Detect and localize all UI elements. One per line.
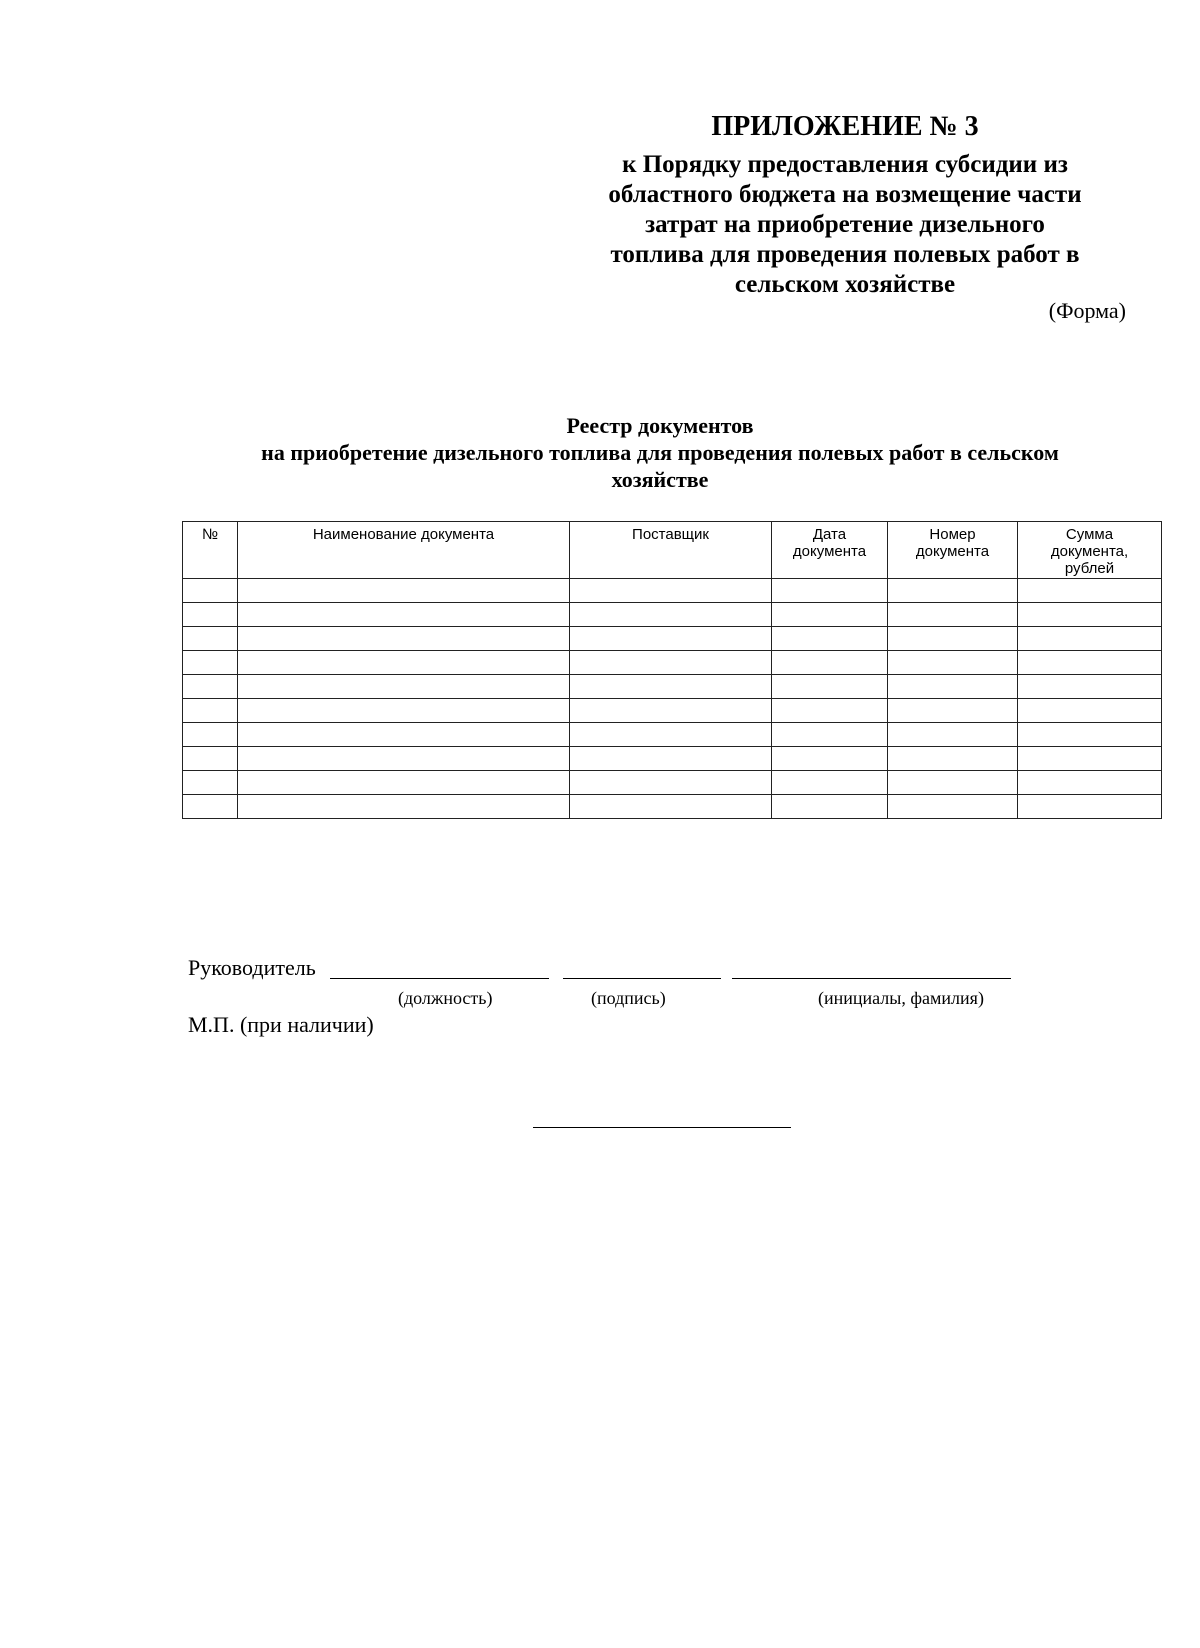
table-cell[interactable] xyxy=(570,675,772,699)
table-cell[interactable] xyxy=(888,795,1018,819)
appendix-body xyxy=(540,150,1150,300)
table-cell[interactable] xyxy=(183,579,238,603)
table-cell[interactable] xyxy=(772,723,888,747)
registry-title xyxy=(200,412,1120,493)
appendix-line: затрат на приобретение дизельного xyxy=(645,211,1045,238)
table-cell[interactable] xyxy=(570,627,772,651)
registry-title-line: хозяйстве xyxy=(611,467,709,492)
table-cell[interactable] xyxy=(888,627,1018,651)
table-cell[interactable] xyxy=(570,747,772,771)
table-cell[interactable] xyxy=(238,795,570,819)
table-row xyxy=(183,579,1162,603)
column-header-number: № xyxy=(183,522,238,579)
table-cell[interactable] xyxy=(888,651,1018,675)
table-cell[interactable] xyxy=(238,579,570,603)
table-cell[interactable] xyxy=(183,627,238,651)
table-cell[interactable] xyxy=(772,627,888,651)
table-row xyxy=(183,723,1162,747)
table-cell[interactable] xyxy=(183,747,238,771)
table-row xyxy=(183,699,1162,723)
column-header-document-number: Номер документа xyxy=(888,522,1018,579)
signature-block xyxy=(188,955,1088,1055)
table-row xyxy=(183,675,1162,699)
table-cell[interactable] xyxy=(238,603,570,627)
signature-label: Руководитель xyxy=(188,955,316,980)
table-cell[interactable] xyxy=(183,699,238,723)
table-cell[interactable] xyxy=(772,579,888,603)
table-cell[interactable] xyxy=(772,795,888,819)
table-cell[interactable] xyxy=(888,675,1018,699)
column-header-document-date: Дата документа xyxy=(772,522,888,579)
table-cell[interactable] xyxy=(1018,651,1162,675)
registry-table xyxy=(182,521,1162,819)
table-cell[interactable] xyxy=(1018,675,1162,699)
table-cell[interactable] xyxy=(1018,795,1162,819)
form-note: (Форма) xyxy=(1048,298,1126,323)
appendix-title: ПРИЛОЖЕНИЕ № 3 xyxy=(711,111,979,142)
table-cell[interactable] xyxy=(772,675,888,699)
table-cell[interactable] xyxy=(772,699,888,723)
table-cell[interactable] xyxy=(183,675,238,699)
table-cell[interactable] xyxy=(888,699,1018,723)
table-cell[interactable] xyxy=(1018,747,1162,771)
table-cell[interactable] xyxy=(772,771,888,795)
table-cell[interactable] xyxy=(1018,579,1162,603)
column-header-document-sum: Сумма документа, рублей xyxy=(1018,522,1162,579)
table-body xyxy=(183,579,1162,819)
table-row xyxy=(183,795,1162,819)
table-cell[interactable] xyxy=(888,747,1018,771)
table-row xyxy=(183,651,1162,675)
table-cell[interactable] xyxy=(570,651,772,675)
table-cell[interactable] xyxy=(1018,723,1162,747)
table-cell[interactable] xyxy=(238,723,570,747)
table-cell[interactable] xyxy=(183,651,238,675)
table-cell[interactable] xyxy=(570,699,772,723)
stamp-note: М.П. (при наличии) xyxy=(188,1012,374,1037)
table-cell[interactable] xyxy=(772,651,888,675)
table-row xyxy=(183,771,1162,795)
appendix-header xyxy=(540,110,1150,300)
table-cell[interactable] xyxy=(772,603,888,627)
table-cell[interactable] xyxy=(570,771,772,795)
table-cell[interactable] xyxy=(570,795,772,819)
table-cell[interactable] xyxy=(888,579,1018,603)
table-cell[interactable] xyxy=(570,579,772,603)
table-cell[interactable] xyxy=(570,723,772,747)
closing-line xyxy=(533,1127,791,1128)
column-header-supplier: Поставщик xyxy=(570,522,772,579)
table-cell[interactable] xyxy=(183,771,238,795)
table-cell[interactable] xyxy=(1018,771,1162,795)
registry-title-line: на приобретение дизельного топлива для проведения полевых работ в сельском xyxy=(261,440,1059,465)
table-row xyxy=(183,603,1162,627)
signature-line[interactable] xyxy=(563,978,721,979)
table-cell[interactable] xyxy=(888,771,1018,795)
table-cell[interactable] xyxy=(570,603,772,627)
table-cell[interactable] xyxy=(1018,627,1162,651)
signature-caption: (подпись) xyxy=(591,988,666,1008)
name-caption: (инициалы, фамилия) xyxy=(818,988,984,1008)
column-header-document-name: Наименование документа xyxy=(238,522,570,579)
name-line[interactable] xyxy=(732,978,1011,979)
table-cell[interactable] xyxy=(183,723,238,747)
position-caption: (должность) xyxy=(398,988,493,1008)
appendix-line: сельском хозяйстве xyxy=(734,271,956,298)
table-cell[interactable] xyxy=(1018,603,1162,627)
table-cell[interactable] xyxy=(238,627,570,651)
table-cell[interactable] xyxy=(238,699,570,723)
appendix-line: к Порядку предоставления субсидии из xyxy=(622,151,1068,178)
appendix-line: областного бюджета на возмещение части xyxy=(608,181,1082,208)
table-cell[interactable] xyxy=(238,747,570,771)
table-cell[interactable] xyxy=(238,675,570,699)
registry-title-line: Реестр документов xyxy=(566,413,754,438)
table-cell[interactable] xyxy=(238,771,570,795)
table-cell[interactable] xyxy=(1018,699,1162,723)
table-cell[interactable] xyxy=(183,795,238,819)
table-row xyxy=(183,627,1162,651)
appendix-line: топлива для проведения полевых работ в xyxy=(610,241,1080,268)
table-cell[interactable] xyxy=(772,747,888,771)
table-row xyxy=(183,747,1162,771)
table-cell[interactable] xyxy=(183,603,238,627)
table-header-row xyxy=(183,522,1162,579)
table-cell[interactable] xyxy=(238,651,570,675)
table-cell[interactable] xyxy=(888,723,1018,747)
table-cell[interactable] xyxy=(888,603,1018,627)
position-line[interactable] xyxy=(330,978,549,979)
